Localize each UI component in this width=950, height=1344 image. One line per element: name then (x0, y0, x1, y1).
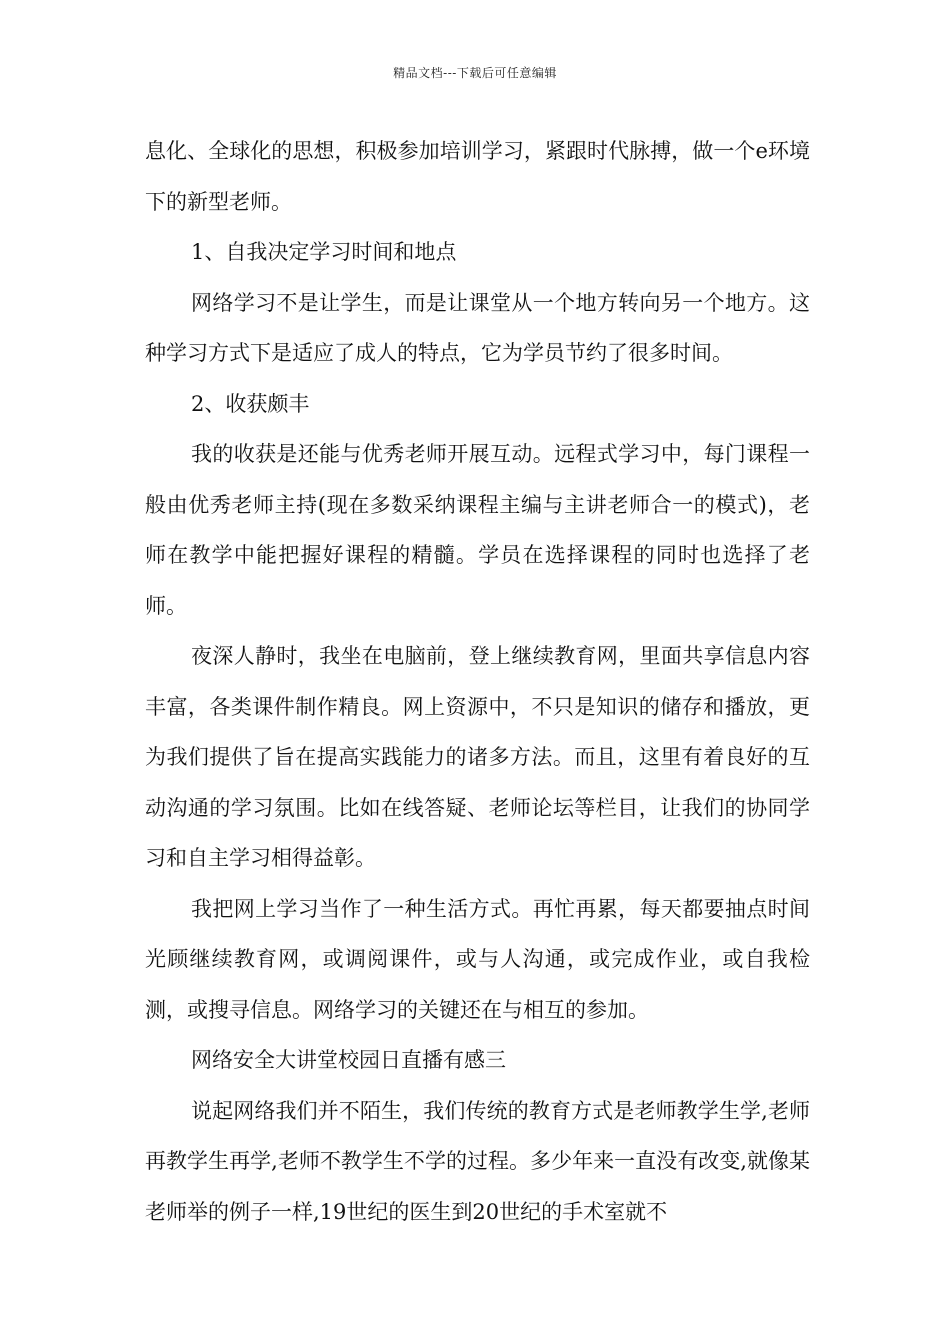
paragraph-4: 夜深人静时，我坐在电脑前，登上继续教育网，里面共享信息内容丰富，各类课件制作精良。网上资源中，不只是知识的储存和播放，更为我们提供了旨在提高实践能力的诸多方法。而且，这里有着良好的互动沟通的学习氛围。比如在线答疑、老师论坛等栏目，让我们的协同学习和自主学习相得益彰。 (145, 644, 810, 870)
paragraph-2: 网络学习不是让学生，而是让课堂从一个地方转向另一个地方。这种学习方式下是适应了成人的特点，它为学员节约了很多时间。 (145, 290, 810, 365)
paragraph-5: 我把网上学习当作了一种生活方式。再忙再累，每天都要抽点时间光顾继续教育网，或调阅课件，或与人沟通，或完成作业，或自我检测，或搜寻信息。网络学习的关键还在与相互的参加。 (145, 896, 810, 1022)
page-header: 精品文档---下载后可任意编辑 (393, 66, 557, 80)
article-title: 网络安全大讲堂校园日直播有感三 (191, 1048, 506, 1072)
paragraph-6: 说起网络我们并不陌生，我们传统的教育方式是老师教学生学,老师再教学生再学,老师不教学生不学的过程。多少年来一直没有改变,就像某老师举的例子一样,19世纪的医生到20世纪的手术室就不 (145, 1098, 810, 1224)
section-heading-1: 1、自我决定学习时间和地点 (191, 240, 457, 264)
paragraph-1: 息化、全球化的思想，积极参加培训学习，紧跟时代脉搏，做一个e环境下的新型老师。 (145, 139, 810, 214)
paragraph-3: 我的收获是还能与优秀老师开展互动。远程式学习中，每门课程一般由优秀老师主持(现在多数采纳课程主编与主讲老师合一的模式)，老师在教学中能把握好课程的精髓。学员在选择课程的同时也选择了老师。 (145, 442, 810, 618)
document-body (145, 126, 810, 1237)
section-heading-2: 2、收获颇丰 (191, 391, 310, 416)
